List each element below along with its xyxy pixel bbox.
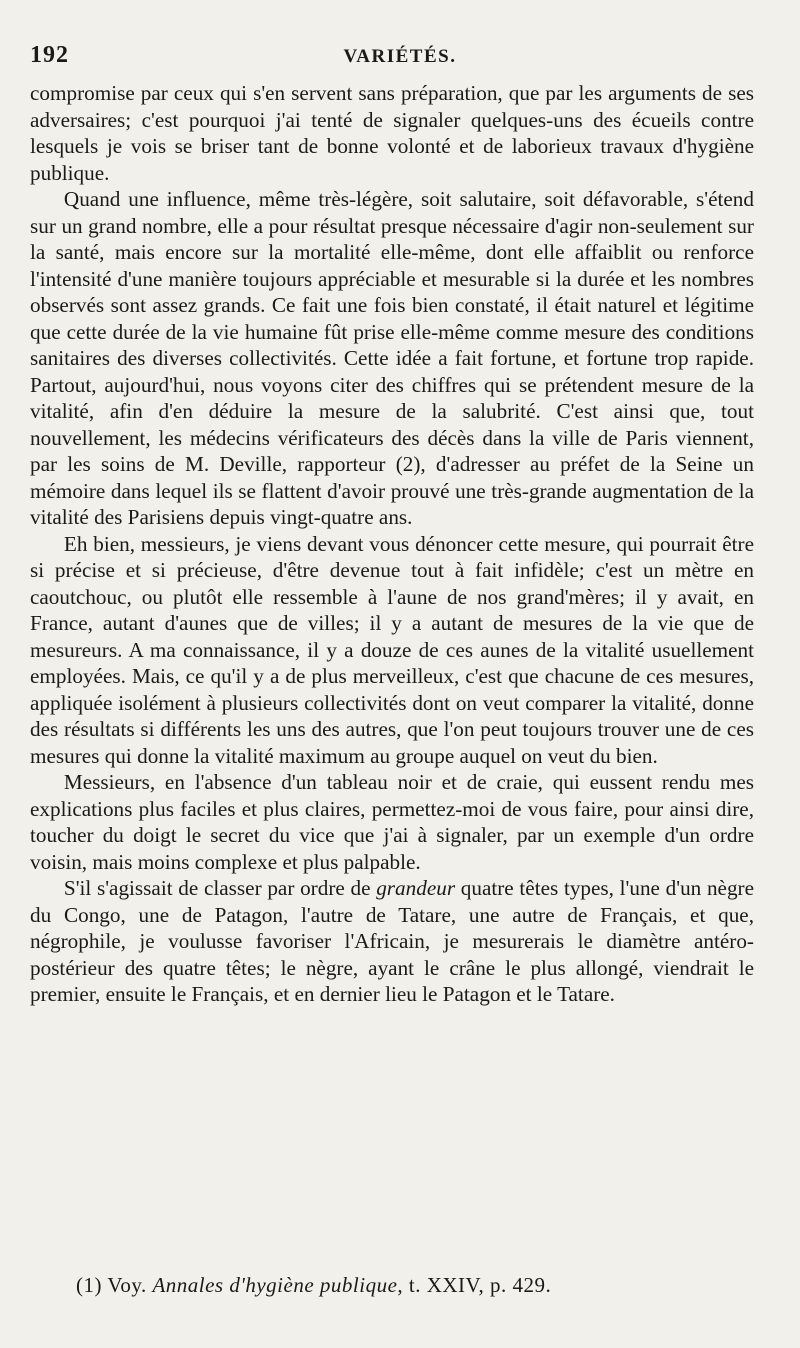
footnote-title: Annales d'hygiène publique [152, 1273, 398, 1297]
footnote-reference: , t. XXIV, p. 429. [397, 1273, 552, 1297]
body-text [30, 80, 754, 1008]
paragraph-5 [30, 875, 754, 1008]
paragraph-5-italic: grandeur [376, 876, 456, 900]
paragraph-2: Quand une influence, même très-légère, soit salutaire, soit défavorable, s'étend sur un grand nombre, elle a pour résultat presque nécessaire d'agir non-seulement sur la santé, mais encore sur la mortalité elle-même, dont elle affaiblit ou renforce l'intensité d'une manière toujours appréciable et mesurable si la durée et les nombres observés sont assez grands. Ce fait une fois bien constaté, il était naturel et légitime que cette durée de la vie humaine fût prise elle-même comme mesure des conditions sanitaires des diverses collectivités. Cette idée a fait fortune, et fortune trop rapide. Partout, aujourd'hui, nous voyons citer des chiffres qui se prétendent mesure de la vitalité, afin d'en déduire la mesure de la salubrité. C'est ainsi que, tout nouvellement, les médecins vérificateurs des décès dans la ville de Paris viennent, par les soins de M. Deville, rapporteur (2), d'adresser au préfet de la Seine un mémoire dans lequel ils se flattent d'avoir prouvé une très-grande augmentation de la vitalité des Parisiens depuis vingt-quatre ans. [30, 187, 754, 529]
paragraph-5-start: S'il s'agissait de classer par ordre de [63, 876, 377, 900]
running-head: VARIÉTÉS. [343, 46, 457, 67]
paragraph-1: compromise par ceux qui s'en servent sans préparation, que par les arguments de ses adversaires; c'est pourquoi j'ai tenté de signaler quelques-uns des écueils contre lesquels je vois se briser tant de bonne volonté et de laborieux travaux d'hygiène publique. [30, 81, 754, 185]
paragraph-5-end: quatre têtes types, l'une d'un nègre du Congo, une de Patagon, l'autre de Tatare, une autre de Français, et que, négrophile, je voulusse favoriser l'Africain, je mesurerais le diamètre antéro-postérieur des quatre têtes; le nègre, ayant le crâne le plus allongé, viendrait le premier, ensuite le Français, et en dernier lieu le Patagon et le Tatare. [30, 876, 755, 1006]
paragraph-4: Messieurs, en l'absence d'un tableau noir et de craie, qui eussent rendu mes explications plus faciles et plus claires, permettez-moi de vous faire, pour ainsi dire, toucher du doigt le secret du vice que j'ai à signaler, par un exemple d'un ordre voisin, mais moins complexe et plus palpable. [30, 770, 754, 874]
footnote [76, 1272, 756, 1298]
page-header [30, 42, 770, 76]
footnote-marker: (1) Voy. [76, 1273, 153, 1297]
page-number: 192 [30, 42, 69, 68]
paragraph-3: Eh bien, messieurs, je viens devant vous dénoncer cette mesure, qui pourrait être si précise et si précieuse, d'être devenue tout à fait infidèle; c'est un mètre en caoutchouc, ou plutôt elle ressemble à l'aune de nos grand'mères; il y avait, en France, autant d'aunes que de villes; il y a autant de mesures de la vie que de mesureurs. A ma connaissance, il y a douze de ces aunes de la vitalité usuellement employées. Mais, ce qu'il y a de plus merveilleux, c'est que chacune de ces mesures, appliquée isolément à plusieurs collectivités dont on veut comparer la vitalité, donne des résultats si différents les uns des autres, que l'on peut toujours trouver une de ces mesures qui donne la vitalité maximum au groupe auquel on veut du bien. [30, 531, 754, 768]
